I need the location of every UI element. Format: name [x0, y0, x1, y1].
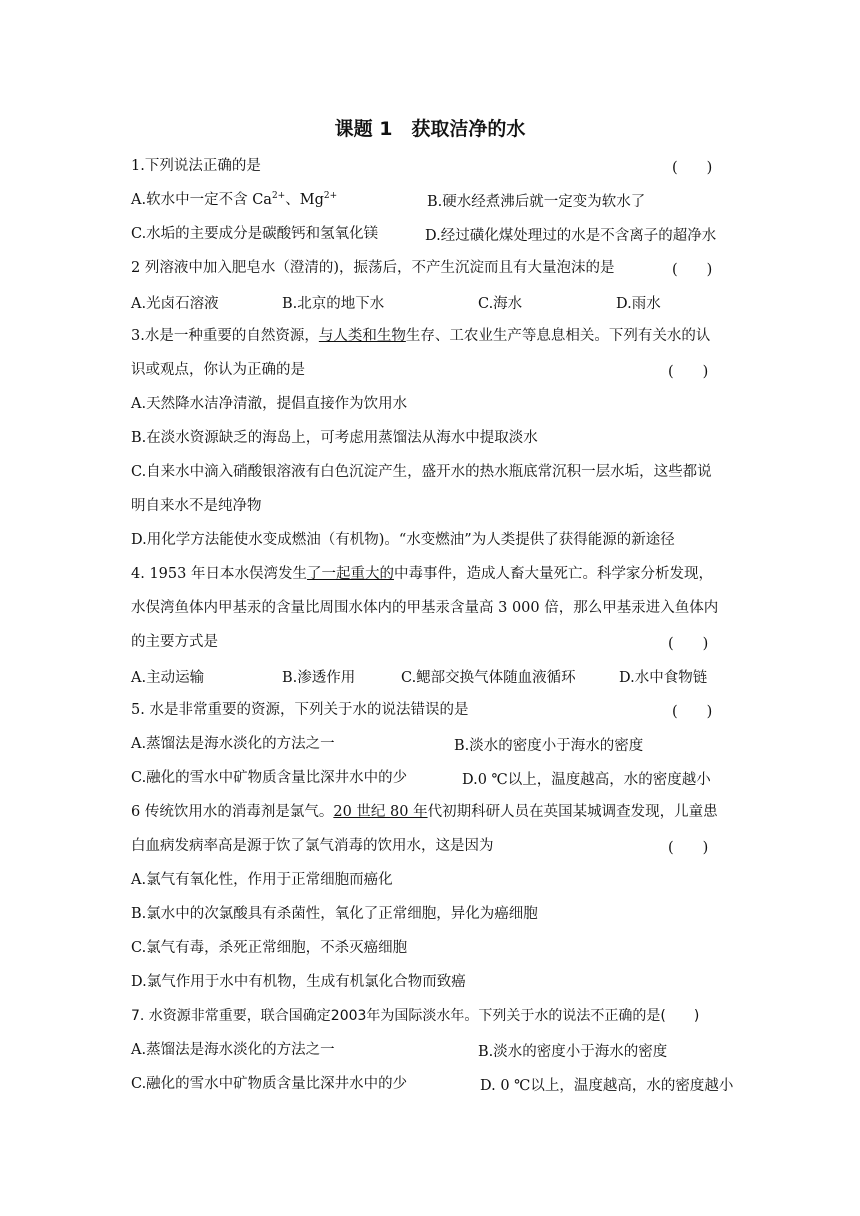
q4-option-a: A.主动运输	[131, 670, 205, 686]
q7-option-a: A.蒸馏法是海水淡化的方法之一	[131, 1042, 335, 1058]
q2-stem: 2 列溶液中加入肥皂水（澄清的)，振荡后，不产生沉淀而且有大量泡沫的是	[131, 260, 615, 276]
q4-option-c: C.鳃部交换气体随血液循环	[401, 670, 576, 686]
q4-stem-cont: 水俣湾鱼体内甲基汞的含量比周围水体内的甲基汞含量高 3 000 倍，那么甲基汞进入鱼体内	[131, 600, 719, 616]
q6-option-d: D.氯气作用于水中有机物，生成有机氯化合物而致癌	[131, 974, 466, 990]
q5-option-a: A.蒸馏法是海水淡化的方法之一	[131, 736, 335, 752]
q2-answer-blank: ( )	[672, 262, 713, 278]
q3-stem: 3.水是一种重要的自然资源，与人类和生物生存、工农业生产等息息相关。下列有关水的认	[131, 328, 711, 344]
q6-option-c: C.氯气有毒，杀死正常细胞，不杀灭癌细胞	[131, 940, 408, 956]
q3-option-b: B.在淡水资源缺乏的海岛上，可考虑用蒸馏法从海水中提取淡水	[131, 430, 538, 446]
q6-answer-blank: ( )	[668, 840, 709, 856]
q2-option-b: B.北京的地下水	[282, 296, 385, 312]
q1-answer-blank: ( )	[672, 160, 713, 176]
q7-option-d: D. 0 ℃以上，温度越高，水的密度越小	[480, 1078, 734, 1094]
q4-option-b: B.渗透作用	[282, 670, 356, 686]
q1-option-d: D.经过磺化煤处理过的水是不含离子的超净水	[425, 228, 717, 244]
q7-stem: 7. 水资源非常重要，联合国确定2003年为国际淡水年。下列关于水的说法不正确的是( )	[131, 1008, 700, 1024]
q4-answer-blank: ( )	[668, 636, 709, 652]
q2-option-c: C.海水	[478, 296, 523, 312]
q3-option-c: C.自来水中滴入硝酸银溶液有白色沉淀产生，盛开水的热水瓶底常沉积一层水垢，这些都说	[131, 464, 712, 480]
q3-answer-blank: ( )	[668, 364, 709, 380]
q7-option-b: B.淡水的密度小于海水的密度	[478, 1044, 668, 1060]
q1-option-b: B.硬水经煮沸后就一定变为软水了	[427, 194, 646, 210]
q5-stem: 5. 水是非常重要的资源，下列关于水的说法错误的是	[131, 702, 469, 718]
q6-stem-cont: 白血病发病率高是源于饮了氯气消毒的饮用水，这是因为	[131, 838, 494, 854]
q3-option-c-cont: 明自来水不是纯净物	[131, 498, 262, 514]
q1-option-c: C.水垢的主要成分是碳酸钙和氢氧化镁	[131, 226, 379, 242]
q6-option-b: B.氯水中的次氯酸具有杀菌性，氧化了正常细胞，异化为癌细胞	[131, 906, 538, 922]
q3-stem-cont: 识或观点，你认为正确的是	[131, 362, 305, 378]
q4-option-d: D.水中食物链	[619, 670, 708, 686]
q4-stem: 4. 1953 年日本水俣湾发生了一起重大的中毒事件，造成人畜大量死亡。科学家分析发现，	[131, 566, 713, 582]
q3-option-d: D.用化学方法能使水变成燃油（有机物)。“水变燃油”为人类提供了获得能源的新途径	[131, 532, 675, 548]
q5-option-c: C.融化的雪水中矿物质含量比深井水中的少	[131, 770, 408, 786]
q5-answer-blank: ( )	[672, 704, 713, 720]
q6-option-a: A.氯气有氧化性，作用于正常细胞而癌化	[131, 872, 393, 888]
q2-option-a: A.光卤石溶液	[131, 296, 219, 312]
q5-option-b: B.淡水的密度小于海水的密度	[454, 738, 644, 754]
q7-option-c: C.融化的雪水中矿物质含量比深井水中的少	[131, 1076, 408, 1092]
q6-stem: 6 传统饮用水的消毒剂是氯气。20 世纪 80 年代初期科研人员在英国某城调查发现，儿童患	[131, 804, 718, 820]
q2-option-d: D.雨水	[616, 296, 661, 312]
q4-stem-cont2: 的主要方式是	[131, 634, 218, 650]
page-title: 课题 1 获取洁净的水	[334, 118, 526, 140]
q5-option-d: D.0 ℃以上，温度越高，水的密度越小	[462, 772, 711, 788]
q1-option-a: A.软水中一定不含 $Ca^{2+}$、$Mg^{2+}$	[131, 191, 338, 208]
q1-stem: 1.下列说法正确的是	[131, 158, 261, 174]
q3-option-a: A.天然降水洁净清澈，提倡直接作为饮用水	[131, 396, 408, 412]
